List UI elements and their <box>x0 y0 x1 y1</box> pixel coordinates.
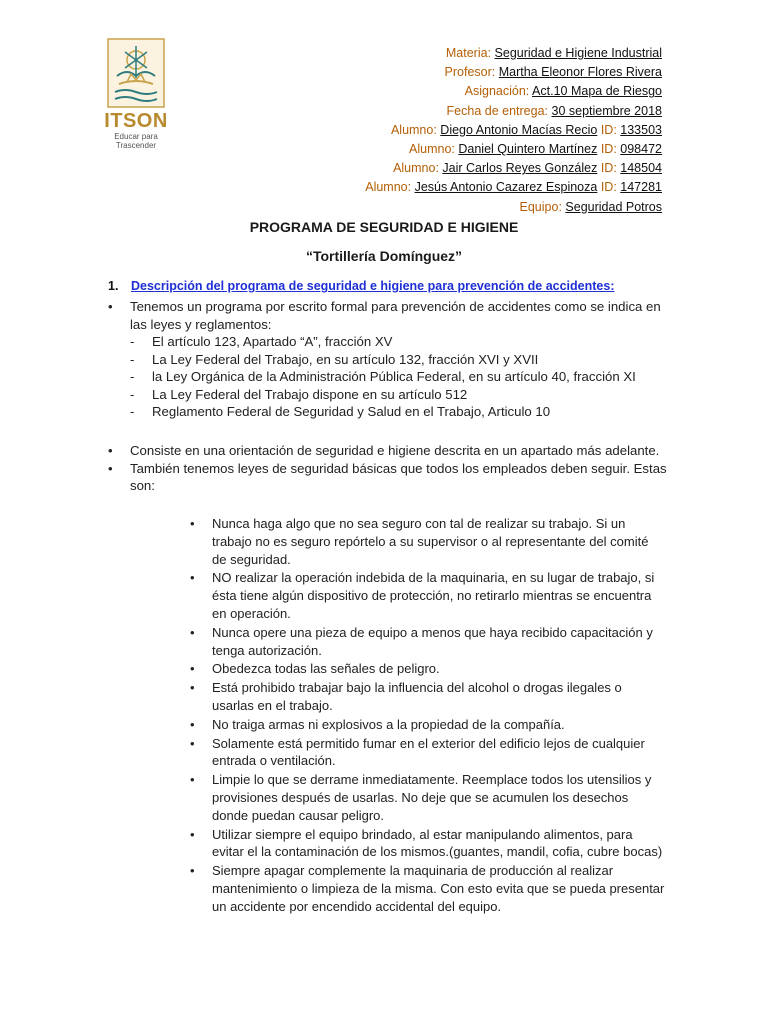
rule-item: • Solamente está permitido fumar en el exterior del edificio lejos de cualquier entrada o ventilación. <box>190 735 665 771</box>
equipo-label: Equipo: <box>519 199 562 214</box>
alumno-line <box>365 140 662 159</box>
rule-item: • NO realizar la operación indebida de la maquinaria, en su lugar de trabajo, si ésta tiene algún dispositivo de protección, no retirarlo mientras se encuentra en operación. <box>190 569 665 622</box>
rule-item: • Nunca haga algo que no sea seguro con tal de realizar su trabajo. Si un trabajo no es seguro repórtelo a su supervisor o al representante del comité de seguridad. <box>190 515 665 568</box>
alumno-id-label: ID: <box>600 180 617 195</box>
profesor-line <box>365 63 662 82</box>
alumno-id-label: ID: <box>600 122 617 137</box>
fecha-line <box>365 102 662 121</box>
profesor-value: Martha Eleonor Flores Rivera <box>498 65 662 80</box>
asignacion-line <box>365 82 662 101</box>
itson-emblem-icon <box>107 38 165 108</box>
alumno-name: Daniel Quintero Martínez <box>458 142 598 157</box>
document-subtitle: “Tortillería Domínguez” <box>305 248 463 264</box>
alumno-id: 133503 <box>620 122 662 137</box>
law-item: - La Ley Federal del Trabajo, en su artículo 132, fracción XVI y XVII <box>130 351 668 369</box>
alumno-label: Alumno: <box>390 122 437 137</box>
asignacion-label: Asignación: <box>464 84 530 99</box>
rule-item: • Nunca opere una pieza de equipo a menos que haya recibido capacitación y tenga autorización. <box>190 624 665 660</box>
law-item: - El artículo 123, Apartado “A”, fracción XV <box>130 333 668 351</box>
alumno-id-label: ID: <box>600 161 617 176</box>
alumno-name: Jair Carlos Reyes González <box>442 161 598 176</box>
alumno-label: Alumno: <box>409 142 455 157</box>
logo-tagline: Educar para Trascender <box>114 132 158 150</box>
materia-label: Materia: <box>445 46 492 60</box>
points-block <box>108 442 668 495</box>
law-item: - Reglamento Federal de Seguridad y Salud en el Trabajo, Articulo 10 <box>130 403 668 421</box>
law-item: - La Ley Federal del Trabajo dispone en su artículo 512 <box>130 386 668 404</box>
alumno-line <box>365 121 662 140</box>
rule-item: • Siempre apagar complemente la maquinaria de producción al realizar mantenimiento o limpieza de la misma. Con esto evita que se pueda presentar un accidente por encendido accidental del equipo. <box>190 862 665 915</box>
asignacion-value: Act.10 Mapa de Riesgo <box>532 84 662 99</box>
list-item: • Tenemos un programa por escrito formal para prevención de accidentes como se indica en las leyes y reglamentos: <box>108 298 668 333</box>
document-title: PROGRAMA DE SEGURIDAD E HIGIENE <box>249 219 519 235</box>
law-item: - la Ley Orgánica de la Administración Pública Federal, en su artículo 40, fracción XI <box>130 368 668 386</box>
itson-logo <box>104 38 168 150</box>
materia-line <box>365 44 662 63</box>
profesor-label: Profesor: <box>444 65 496 80</box>
equipo-line <box>365 198 662 217</box>
header-info <box>365 44 662 217</box>
rule-item: • Limpie lo que se derrame inmediatamente. Reemplace todos los utensilios y provisiones después de usarlas. No deje que se acumulen los desechos donde puedan causar peligro. <box>190 771 665 824</box>
rule-item: • Obedezca todas las señales de peligro. <box>190 660 665 678</box>
equipo-value: Seguridad Potros <box>565 199 662 214</box>
alumno-id: 148504 <box>620 161 662 176</box>
fecha-value: 30 septiembre 2018 <box>551 103 662 118</box>
alumno-name: Diego Antonio Macías Recio <box>440 122 598 137</box>
logo-name: ITSON <box>104 110 168 132</box>
list-item: • También tenemos leyes de seguridad básicas que todos los empleados deben seguir. Estas son: <box>108 460 668 495</box>
alumno-name: Jesús Antonio Cazarez Espinoza <box>414 180 598 195</box>
intro-block <box>108 298 668 421</box>
alumno-label: Alumno: <box>393 161 439 176</box>
materia-value: Seguridad e Higiene Industrial <box>494 46 662 60</box>
rules-list <box>190 515 665 917</box>
section-heading <box>108 279 614 293</box>
section-heading-text: Descripción del programa de seguridad e higiene para prevención de accidentes: <box>131 279 615 293</box>
alumno-id: 098472 <box>620 142 662 157</box>
fecha-label: Fecha de entrega: <box>446 103 549 118</box>
section-number: 1. <box>108 279 119 293</box>
alumno-id: 147281 <box>620 180 662 195</box>
alumno-id-label: ID: <box>600 142 617 157</box>
laws-list <box>130 333 668 421</box>
rule-item: • Utilizar siempre el equipo brindado, al estar manipulando alimentos, para evitar el la contaminación de los mismos.(guantes, mandil, cofia, cubre bocas) <box>190 826 665 862</box>
alumno-line <box>365 159 662 178</box>
alumno-label: Alumno: <box>365 180 412 195</box>
list-item: • Consiste en una orientación de seguridad e higiene descrita en un apartado más adelante. <box>108 442 668 460</box>
rule-item: • Está prohibido trabajar bajo la influencia del alcohol o drogas ilegales o usarlas en el trabajo. <box>190 679 665 715</box>
alumno-line <box>365 178 662 197</box>
rule-item: • No traiga armas ni explosivos a la propiedad de la compañía. <box>190 716 665 734</box>
